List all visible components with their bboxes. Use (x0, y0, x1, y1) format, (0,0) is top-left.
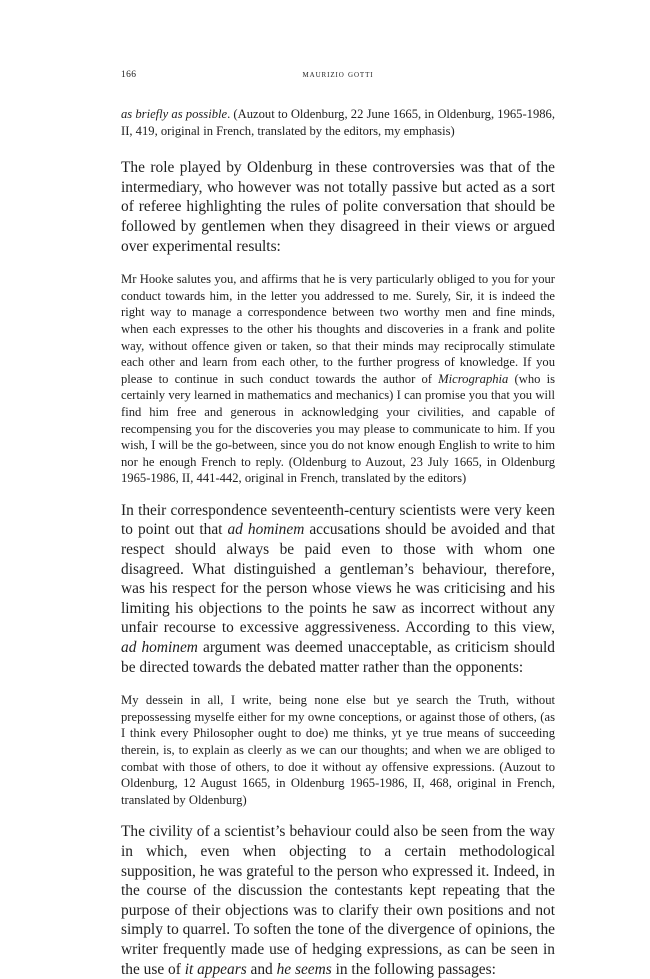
quote-text: My dessein in all, I write, being none else but ye search the Truth, without prepossessing myselfe either for my owne conceptions, or against those of others, (as I think every Philosopher ought to doe) me thinks, yt ye true means of succeeding therein, is, to explain as cleerly as we can our thoughts; and when we are obliged to combat with those of others, to doe it without ay offensive expressions. (Auzout to Oldenburg, 12 August 1665, in Oldenburg 1965-1986, II, 468, original in French, translated by Oldenburg) (121, 693, 555, 807)
paragraph-civility (121, 822, 555, 979)
emphasis-term: he seems (276, 960, 332, 978)
running-head-author: maurizio gotti (302, 70, 374, 80)
quote-text: Mr Hooke salutes you, and affirms that he is very particularly obliged to you for your conduct towards him, in the letter you addressed to me. Surely, Sir, it is indeed the right way to manage a correspondence between two worthy men and fine minds, when each expresses to the other his thoughts and discoveries in a frank and polite way, without offence given or taken, so that their minds may reciprocally stimulate each other and learn from each other, to the further progress of knowledge. If you please to continue in such conduct towards the author of (121, 272, 555, 386)
paragraph-text: accusations should be avoided and that respect should always be paid even to those with whom one disagreed. What distinguished a gentleman’s behaviour, therefore, was his respect for the person whose views he was criticising and his limiting his objections to the points he saw as incorrect without any unfair recourse to excessive aggressiveness. According to this view, (121, 521, 555, 637)
quote-citation: . (Auzout to Oldenburg, 22 June 1665, in Oldenburg, 1965-1986, II, 419, original in French, translated by the editors, my emphasis) (121, 107, 556, 138)
paragraph-text: and (246, 960, 277, 978)
emphasis-term: ad hominem (121, 639, 198, 657)
emphasis-term: it appears (184, 960, 247, 978)
paragraph-text: The civility of a scientist’s behaviour could also be seen from the way in which, even when objecting to a certain methodological supposition, he was grateful to the person who expressed it. Indeed, in the course of the discussion the contestants kept repeating that the purpose of their objections was to clarify their own positions and not simply to quarrel. To soften the tone of the divergence of opinions, the writer frequently made use of hedging expressions, as can be seen in the use of (121, 823, 555, 978)
paragraph-text: in the following passages: (331, 960, 496, 978)
paragraph-text: argument was deemed unacceptable, as criticism should be directed towards the debated matter rather than the opponents: (121, 639, 555, 676)
running-head (121, 70, 555, 84)
emphasis-phrase: as briefly as possible (121, 107, 228, 121)
emphasis-title: Micrographia (438, 371, 509, 386)
block-quote-auzout-june (121, 106, 555, 139)
emphasis-term: ad hominem (227, 521, 305, 539)
block-quote-auzout-august (121, 692, 555, 808)
paragraph-text: The role played by Oldenburg in these controversies was that of the intermediary, who however was not totally passive but acted as a sort of referee highlighting the rules of polite conversation that should be followed by gentlemen when they disagreed in their views or argued over experimental results: (121, 159, 555, 255)
quote-text: (who is certainly very learned in mathematics and mechanics) I can promise you that you will find him free and generous in acknowledging your civilities, and capable of recompensing you for the discoveries you may please to communicate to him. If you wish, I will be the go-between, since you do not know enough English to write to him nor he enough French to reply. (Oldenburg to Auzout, 23 July 1665, in Oldenburg 1965-1986, II, 441-442, original in French, translated by the editors) (121, 371, 555, 486)
block-quote-oldenburg-letter (121, 271, 555, 487)
paragraph-oldenburg-role (121, 158, 555, 256)
paragraph-ad-hominem (121, 501, 555, 677)
body-text (121, 106, 555, 979)
paragraph-text: In their correspondence seventeenth-century scientists were very keen to point out that (121, 501, 555, 539)
page-number: 166 (121, 70, 137, 80)
